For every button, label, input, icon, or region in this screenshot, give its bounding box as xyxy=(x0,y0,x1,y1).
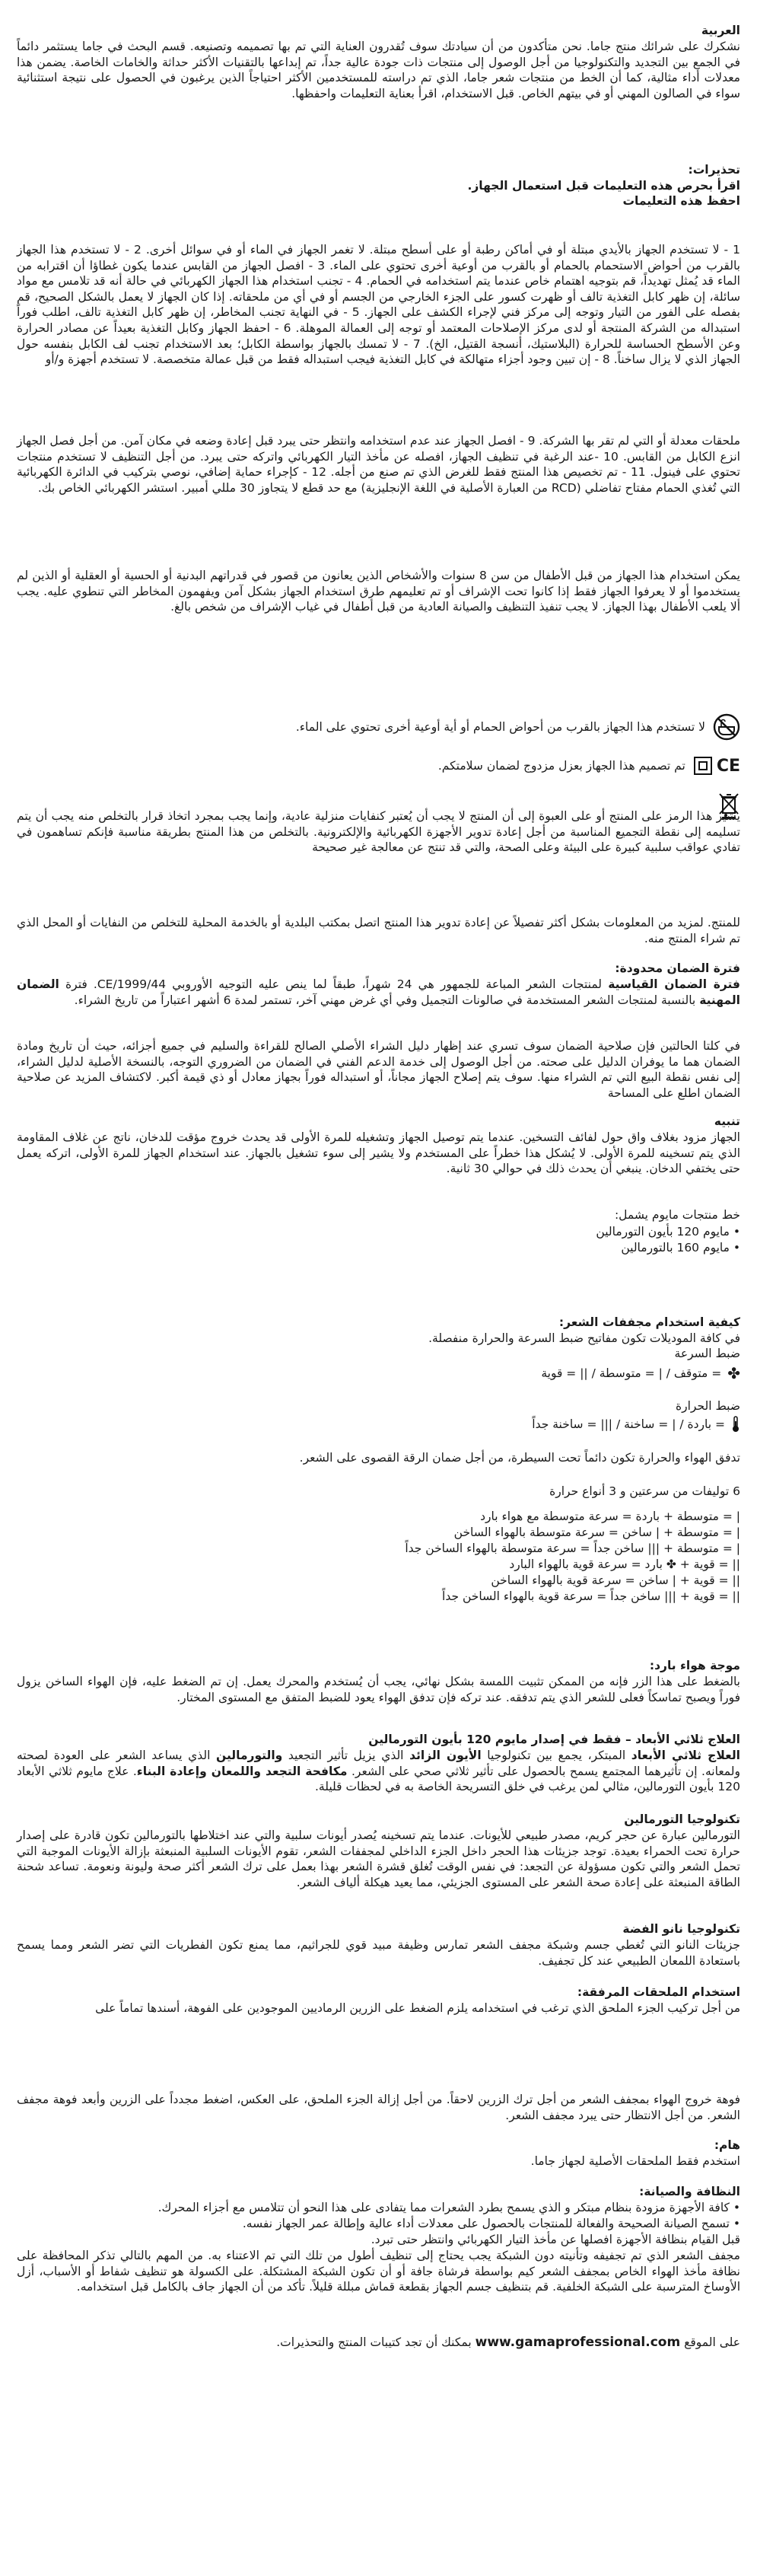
cleaning-item: • كافة الأجهزة مزودة بنظام مبتكر و الذي يسمح بطرد الشعرات مما يتفادى على هذا النحو أن تتلامس مع أجزاء المحرك. xyxy=(157,2201,740,2214)
accessories-heading: استخدام الملحقات المرفقة: xyxy=(577,1985,740,1999)
ion-label: الأيون الزائد xyxy=(409,1749,482,1762)
cleaning-paragraph: مجفف الشعر الذي تم تجفيفه وتأنيته دون الشبكة يجب يحتاج إلى تنظيف أطول من تلك التي تم الاعتناء به. من المهم بالتالي تذكر المحافظة على نظافة مأخذ الهواء الخاص بمجفف الشعر كيم بواسطة فرشاة جافة أو أن تكون الشبكة المشتكلة. على الكسولة هو تنظيف شفاط أو الأسباب، أزل الأوساخ المترسبة على الشبكة الخلفية. قم بتنظيف جسم الجهاز بقطعة قماش مبللة قليلاً. تأكد من أن الجهاز جاف بالكامل قبل استخدامه. xyxy=(17,2249,740,2294)
warnings-read-line: اقرأ بحرص هذه التعليمات قبل استعمال الجهاز. xyxy=(467,179,740,193)
combo-line: || = قوية + ✤ بارد = سرعة قوية بالهواء البارد xyxy=(509,1557,740,1571)
no-bathtub-icon xyxy=(713,713,740,741)
warnings-paragraph-1: 1 - لا تستخدم الجهاز بالأيدي مبتلة أو في أماكن رطبة أو على أسطح مبتلة. لا تغمر الجهاز في الماء أو في سوائل أخرى. 2 - لا تستخدم هذا الجهاز بالقرب من أحواض الاستحمام بالحمام أو بالقرب من أوعية أخرى تحتوي على الماء. 3 - افصل الجهاز من القابس عندما يكون غطاؤا أن اقترابه من الماء قد يُمثل تهديداً، قم بتوجيه اهتمام خاص عندما يتم استخدامه في الحمام. 4 - تجنب استخدام هذا الجهاز الكهربائي في حالة أنه قد تلامس مع مواد سائلة، إن ظهر كابل التغذية تالف أو ظهرت كسور على الجزء الخارجي من الجسم أو في أي من ملحقاته. إذا كان الجهاز لا يعمل بالشكل الصحيح، قم بفصله على الفور من التيار وتوجه إلى مركز فني لإجراء الكشف على الجهاز. 5 - في النهاية تجنب المخاطر، إن ظهر كابل التغذية تالف، اطلب فوراً استبداله من الشركة المنتجة أو لدى مركز الإصلاحات المعتمد أو توجه إلى العمالة الموهلة. 6 - احفظ الجهاز وكابل التغذية بعيداً عن مصادر الحرارة وعن الأسطح الحساسة للحرارة (البلاستيك، أنسجة القتيل، الخ). 7 - لا تمسك بالجهاز بواسطة الكابل؛ بعد الاستخدام تجنب لف الكابل بنفسه حول الجهاز الذي لا يزال ساخناً. 8 - إن تبين وجود أجزاء متهالكة في كابل التغذية فيجب استبداله فقط من قبل عمالة متخصصة. لا تستخدم أجهزة و/أو xyxy=(17,243,740,367)
temp-values-row xyxy=(17,1416,740,1433)
weee-text: يشير هذا الرمز على المنتج أو على العبوة إلى أن المنتج لا يجب أن يُعتبر كنفايات منزلية عادية، وإنما يجب بمجرد اتخاذ قرار بالتخلص منه يجب أن يتم تسليمه إلى نقطة التجميع المناسبة من أجل إعادة تدوير الأجهزة الكهربائية والإلكترونية. بالتخلص من هذا المنتج بطريقة مناسبة فإنكم تساهمون في تفادي عواقب سلبية كبيرة على البيئة وعلى الصحة، والتي قد تنتج عن معالجة غير صحيحة xyxy=(17,809,740,855)
fan-icon: ✤ xyxy=(727,1364,740,1382)
cleaning-heading: النظافة والصيانة: xyxy=(639,2185,740,2198)
tourmaline-label: والتورمالين xyxy=(216,1749,283,1762)
flow-note: تدفق الهواء والحرارة تكون دائماً تحت السيطرة، من أجل ضمان الرقة القصوى على الشعر. xyxy=(299,1451,740,1465)
cold-wave-paragraph: بالضغط على هذا الزر فإنه من الممكن تثبيت اللمسة بشكل نهائي، يجب أن يُستخدم والمحرك يعمل. إن تم الضغط عليه، فإن الهواء الساخن يزول فوراً ويصبح تماسكاً فعلى للشعر الذي يتم تدفقه. عند تركه فإن تدفق الهواء يعود للضبط المتفق مع المستوى المختار. xyxy=(17,1675,740,1704)
warnings-paragraph-3: يمكن استخدام هذا الجهاز من قبل الأطفال من سن 8 سنوات والأشخاص الذين يعانون من قصور في قدراتهم البدنية أو الحسية أو العقلية أو الذين لم يستخدموا أو لا يعرفوا الجهاز فقط إذا كانوا تحت الإشراف أو تم تعليمهم طرق استخدام الجهاز بشكل آمن ويفهمون المخاطر التي تنطوي عليه. يجب ألا يلعب الأطفال بهذا الجهاز. لا يجب تنفيذ التنظيف والصيانة العادية من قبل أطفال في غياب الإشراف من شخص بالغ. xyxy=(17,569,740,614)
treatment-3d-label: العلاج ثلاثي الأبعاد xyxy=(631,1749,740,1762)
speed-label: ضبط السرعة xyxy=(674,1347,740,1360)
warranty-heading: فترة الضمان محدودة: xyxy=(615,961,740,975)
important-text: استخدم فقط الملحقات الأصلية لجهاز جاما. xyxy=(530,2154,740,2168)
usage-heading: كيفية استخدام مجففات الشعر: xyxy=(558,1315,740,1329)
combo-line: | = متوسطة + باردة = سرعة متوسطة مع هواء بارد xyxy=(480,1510,740,1523)
recycle-paragraph: للمنتج. لمزيد من المعلومات بشكل أكثر تفصيلاً عن إعادة تدوير هذا المنتج اتصل بمكتب البلدية أو بالخدمة المحلية للتخلص من النفايات أو المحل الذي تم شراء المنتج منه. xyxy=(17,916,740,945)
cold-wave-heading: موجة هواء بارد: xyxy=(649,1659,740,1672)
combos-intro: 6 توليفات من سرعتين و 3 أنواع حرارة xyxy=(549,1484,740,1498)
temp-values: = باردة / | = ساخنة / ||| = ساخنة جداً xyxy=(532,1417,725,1431)
treatment-heading: العلاج ثلاثي الأبعاد – فقط في إصدار مايوم 120 بأيون التورمالين xyxy=(368,1733,740,1746)
bath-warning-text: لا تستخدم هذا الجهاز بالقرب من أحواض الحمام أو أية أوعية أخرى تحتوي على الماء. xyxy=(295,720,705,734)
warranty-paragraph-2: في كلتا الحالتين فإن صلاحية الضمان سوف تسري عند إظهار دليل الشراء الأصلي الصالح للقراءة والسليم في جميع أجزائه، حيث أن تاريخ ومادة الضمان هما ما يوفران الدليل على صحته. من أجل الوصول إلى خدمة الدعم الفني في الضمان من الضروري التوجه، بالنسخة الأصلية لدليل الشراء، إلى نفس نقطة البيع التي تم الشراء منها. سوف يتم إصلاح الجهاز مجاناً، أو استبداله فوراً بجهاز معادل أو ذي قيمة أكبر. لاكتشاف المزيد عن صلاحية الضمان اطلع على المساحة xyxy=(17,1039,740,1100)
treatment-text-2: الذي يزيل تأثير التجعيد xyxy=(288,1749,404,1762)
ce-mark-icon: CE xyxy=(716,756,740,776)
benefits-label: مكافحة التجعد واللمعان وإعادة البناء xyxy=(136,1764,348,1778)
combo-line: | = متوسطة + | ساخن = سرعة متوسطة بالهواء الساخن xyxy=(453,1526,740,1539)
treatment-text-3: الذي يساعد الشعر على العودة لصحته ولمعانه. إن تأثيرهما المجتمع يسمح بالحصول على تأثير ثلاثي صحي على الشعر. xyxy=(17,1749,740,1778)
treatment-paragraph xyxy=(17,1748,740,1795)
usage-intro: في كافة الموديلات تكون مفاتيح ضبط السرعة والحرارة منفصلة. xyxy=(428,1331,740,1345)
tourmaline-paragraph: التورمالين عبارة عن حجر كريم، مصدر طبيعي للأيونات. عندما يتم تسخينه يُصدر أيونات سلبية والتي عند اختلاطها بالتورمالين تكون قادرة على إصدار حرارة تحت الحمراء بعيدة. توجد جزيئات هذا الحجر داخل الجزء الداخلي لمجففات الشعر، تقوم الأيونات السلبية المنبعثة بإزالة الأيونات الموجبة التي تحمل الشعر والتي تكون مسؤولة عن التجعد: في نفس الوقت تُغلق قشرة الشعر بهذا بعمل على ترك الشعر أكثر صحة وليونة ونعومة. تساعد شحنة الطاقة المنبعثة على إعادة صحة الشعر على المستوى الجزيئي، مما يعيد هيكلة ألياف الشعر. xyxy=(17,1828,740,1889)
bath-warning-row xyxy=(17,712,740,742)
nozzle-paragraph: فوهة خروج الهواء بمجفف الشعر من أجل ترك الزرين لاحقاً. من أجل إزالة الجزء الملحق، على العكس، اضغط مجدداً على الزرين وأبعد فوهة مجفف الشعر. من أجل الانتظار حتى يبرد مجفف الشعر. xyxy=(17,2093,740,2122)
footer-line xyxy=(17,2335,740,2351)
speed-values-row xyxy=(17,1366,740,1382)
important-heading: هام: xyxy=(714,2138,740,2152)
warranty-paragraph-1 xyxy=(17,977,740,1008)
standard-warranty-text: لمنتجات الشعر المباعة للجمهور هي 24 شهراً، طبقاً لما ينص عليه التوجيه الأوروبي CE/1999/44. فترة xyxy=(65,977,603,991)
warnings-heading: تحذيرات: xyxy=(688,163,740,177)
double-insulation-icon xyxy=(693,756,713,776)
products-heading: خط منتجات مايوم يشمل: xyxy=(614,1208,740,1222)
treatment-text-4: . علاج مايوم ثلاثي الأبعاد 120 بأيون التورمالين، مثالي لمن يرغب في خلق التسريحة الخاصة به في لحظات قليلة. xyxy=(17,1764,740,1794)
product-item-160: • مايوم 160 بالتورمالين xyxy=(621,1241,740,1255)
language-heading: العربية xyxy=(701,24,740,37)
standard-warranty-label: فترة الضمان القياسية xyxy=(608,977,740,991)
nanosilver-heading: تكنولوجيا نانو الفضة xyxy=(622,1922,740,1936)
nanosilver-paragraph: جزيئات النانو التي تُغطي جسم وشبكة مجفف الشعر تمارس وظيفة مبيد قوي للجراثيم، مما يمنع تكون الفطريات التي تضر الشعر ومما يسمح باستعادة اللمعان الطبيعي عند كل تجفيف. xyxy=(17,1938,740,1968)
website-link[interactable]: www.gamaprofessional.com xyxy=(475,2335,681,2350)
professional-warranty-label: الضمان المهنية xyxy=(17,977,740,1007)
intro-paragraph: نشكرك على شرائك منتج جاما. نحن متأكدون من أن سيادتك سوف تُقدرون العناية التي تم بها تصميمه وتصنيعه. قسم البحث في جاما يستثمر دائماً في الجمع بين التجديد والتكنولوجيا من أجل الوصول إلى منتجات ذات جودة عالية جداً، تم إبداعها بالتقنيات الأكثر حداثة والخامات الخاصة. يضمن هذا معدلات أداء مثالية، كما أن الخط من منتجات شعر جاما، الذي تم دراسته للمستخدمين الأكثر احتياجاً الذين يرغبون في الحصول على نتيجة استثنائية سواء في الصالون المهني أو في بيتهم الخاص. قبل الاستخدام، اقرأ بعناية التعليمات واحفظها. xyxy=(17,40,740,100)
thermometer-icon xyxy=(731,1416,740,1433)
footer-post: بمكنك أن تجد كتيبات المنتج والتحذيرات. xyxy=(276,2335,472,2349)
professional-warranty-text: بالنسبة لمنتجات الشعر المستخدمة في صالونات التجميل وفي أي غرض مهني آخر، تستمر لمدة 6 أشهر اعتباراً من تاريخ الشراء. xyxy=(74,993,696,1007)
combo-line: | = متوسطة + ||| ساخن جداً = سرعة متوسطة بالهواء الساخن جداً xyxy=(405,1541,740,1555)
cleaning-item: قبل القيام بنظافة الأجهزة افصلها عن مأخذ التيار الكهربائي وانتظر حتى تبرد. xyxy=(371,2233,740,2246)
product-item-120: • مايوم 120 بأيون التورمالين xyxy=(596,1225,740,1239)
treatment-text-1: المبتكر، يجمع بين تكنولوجيا xyxy=(487,1749,626,1762)
cleaning-item: • تسمح الصيانة الصحيحة والفعالة للمنتجات بالحصول على معدلات أداء عالية وإطالة عمر الجهاز نفسه. xyxy=(242,2217,740,2230)
accessories-paragraph: من أجل تركيب الجزء الملحق الذي ترغب في استخدامه يلزم الضغط على الزرين الرماديين الموجودين على الفوهة، أسندها تماماً على xyxy=(95,2001,740,2015)
tourmaline-heading: تكنولوجيا التورمالين xyxy=(624,1812,740,1826)
temp-label: ضبط الحرارة xyxy=(676,1399,740,1413)
ce-row xyxy=(17,754,740,778)
footer-pre: على الموقع xyxy=(684,2335,740,2349)
combo-line: || = قوية + ||| ساخن جداً = سرعة قوية بالهواء الساخن جداً xyxy=(442,1589,740,1603)
alert-paragraph: الجهاز مزود بغلاف واق حول لفائف التسخين. عندما يتم توصيل الجهاز وتشغيله للمرة الأولى قد يحدث خروج مؤقت للدخان، ناتج عن غلاف المقاومة الذي يتم تسخينه للمرة الأولى. لا يُشكل هذا خطراً على المستخدم ولا يشير إلى سوء تشغيل بالجهاز. عند استخدام الجهاز للمرة الأولى، اتركه يعمل حتى يختفي الدخان. ينبغي أن يحدث ذلك في حوالي 30 ثانية. xyxy=(17,1130,740,1176)
alert-heading: تنبيه xyxy=(714,1114,740,1128)
speed-values: = متوقف / | = متوسطة / || = قوية xyxy=(541,1366,722,1380)
weee-block xyxy=(17,792,740,868)
warnings-paragraph-2: ملحقات معدلة أو التي لم تقر بها الشركة. 9 - افصل الجهاز عند عدم استخدامه وانتظر حتى يبرد قبل إعادة وضعه في مكان آمن. من أجل فصل الجهاز انزع الكابل من القابس. 10 -عند الرغبة في تنظيف الجهاز، افصله عن مأخذ التيار الكهربائي واتركه حتى يبرد. من أجل التنظيف لا تستخدم منتجات تحتوي على فينول. 11 - تم تخصيص هذا المنتج فقط للغرض الذي تم صنع من أجله. 12 - كإجراء حماية إضافي، نوصي بتركيب في الدائرة الكهربائية التي تُغذي الحمام مفتاح تفاضلي (RCD من العبارة الأصلية في اللغة الإنجليزية) مع حد قطع لا يتجاوز 30 مللي أمبير. استشر الكهربائي الخاص بك. xyxy=(17,434,740,495)
warnings-keep-line: احفظ هذه التعليمات xyxy=(622,194,740,208)
combo-line: || = قوية + | ساخن = سرعة قوية بالهواء الساخن xyxy=(491,1573,740,1587)
ce-text: تم تصميم هذا الجهاز بعزل مزدوج لضمان سلامتكم. xyxy=(437,759,685,773)
